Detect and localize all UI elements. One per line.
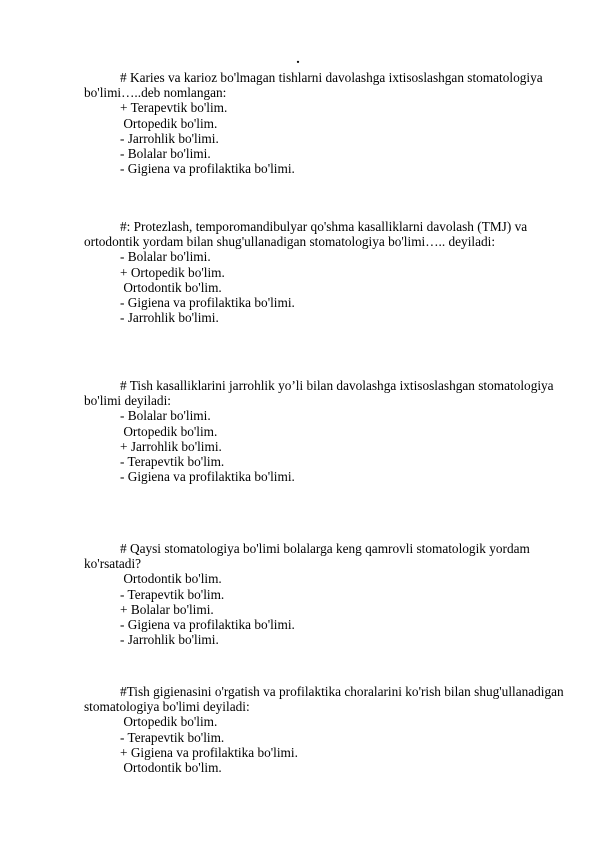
answer-option: - Bolalar bo'limi.	[120, 249, 211, 265]
answer-option: - Gigiena va profilaktika bo'limi.	[120, 295, 295, 311]
answer-option: Ortodontik bo'lim.	[120, 571, 222, 587]
answer-option: + Terapevtik bo'lim.	[120, 100, 228, 116]
question-block-3	[84, 378, 564, 484]
question-text: # Tish kasalliklarini jarrohlik yo’li bilan davolashga ixtisoslashgan stomatologiya bo'limi deyiladi:	[84, 378, 554, 409]
question-text: #Tish gigienasini o'rgatish va profilaktika choralarini ko'rish bilan shug'ullanadigan stomatologiya bo'limi deyiladi:	[84, 684, 564, 715]
question-block-1	[84, 70, 564, 176]
answer-option: Ortodontik bo'lim.	[120, 279, 222, 295]
answer-option: - Gigiena va profilaktika bo'limi.	[120, 161, 295, 177]
answer-option: + Bolalar bo'limi.	[120, 601, 214, 617]
answer-option: - Bolalar bo'limi.	[120, 408, 211, 424]
answer-option: - Terapevtik bo'lim.	[120, 729, 225, 745]
question-text: #: Protezlash, temporomandibulyar qo'shma kasalliklarni davolash (TMJ) va ortodontik yordam bilan shug'ullanadigan stomatologiya bo'limi….. deyiladi:	[84, 219, 528, 250]
answer-option: + Ortopedik bo'lim.	[120, 264, 225, 280]
answer-option: - Terapevtik bo'lim.	[120, 454, 225, 470]
answer-option: - Gigiena va profilaktika bo'limi.	[120, 469, 295, 485]
answer-option: Ortopedik bo'lim.	[120, 115, 218, 131]
answer-option: - Jarrohlik bo'limi.	[120, 130, 219, 146]
answer-option: - Terapevtik bo'lim.	[120, 586, 225, 602]
question-block-2	[84, 219, 564, 325]
answer-option: - Gigiena va profilaktika bo'limi.	[120, 617, 295, 633]
answer-option: - Bolalar bo'limi.	[120, 146, 211, 162]
header-mark: .	[296, 52, 300, 67]
question-block-4	[84, 541, 564, 647]
answer-option: + Jarrohlik bo'limi.	[120, 438, 222, 454]
answer-option: - Jarrohlik bo'limi.	[120, 632, 219, 648]
question-text: # Qaysi stomatologiya bo'limi bolalarga keng qamrovli stomatologik yordam ko'rsatadi?	[84, 541, 530, 572]
answer-option: Ortodontik bo'lim.	[120, 760, 222, 776]
question-text: # Karies va karioz bo'lmagan tishlarni davolashga ixtisoslashgan stomatologiya bo'limi…..deb nomlangan:	[84, 70, 543, 101]
answer-option: - Jarrohlik bo'limi.	[120, 310, 219, 326]
question-block-5	[84, 684, 564, 775]
answer-option: Ortopedik bo'lim.	[120, 423, 218, 439]
answer-option: + Gigiena va profilaktika bo'limi.	[120, 744, 298, 760]
answer-option: Ortopedik bo'lim.	[120, 714, 218, 730]
